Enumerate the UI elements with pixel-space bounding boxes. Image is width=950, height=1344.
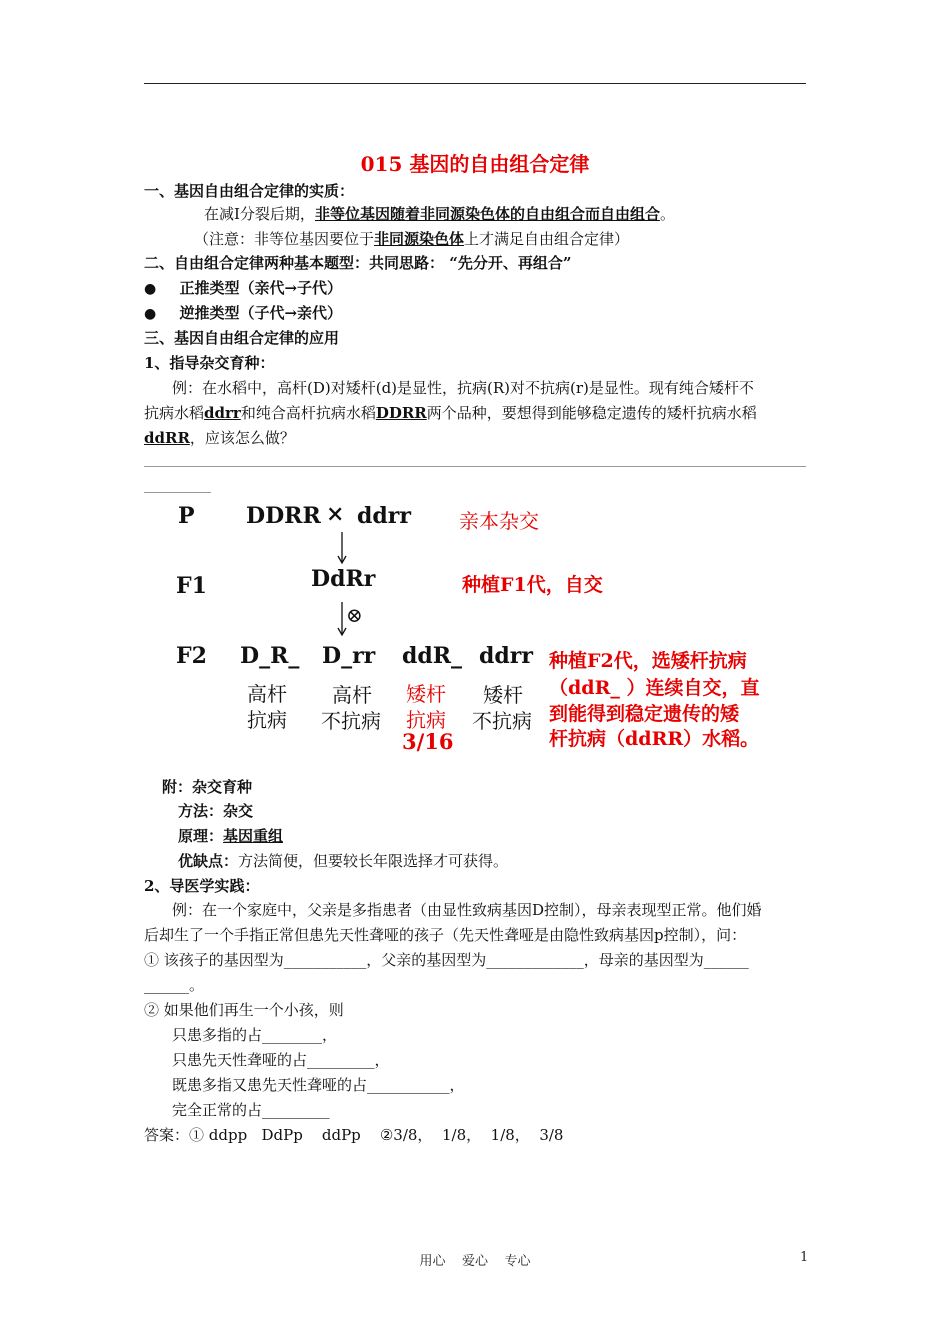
cross-symbol: × xyxy=(326,501,345,527)
section1-line2 xyxy=(194,228,629,249)
note-f2-line3: 到能得到稳定遗传的矮 xyxy=(549,703,740,725)
f2-genotype-3: ddR_ xyxy=(402,643,463,669)
subsection1-heading: 1、指导杂交育种： xyxy=(144,354,275,372)
example2-question1-cont: ______。 xyxy=(144,976,205,994)
note-f2-line1: 种植F2代，选矮杆抗病 xyxy=(549,650,747,672)
example2-blank-normal: 完全正常的占_________ xyxy=(172,1101,330,1119)
appendix-method: 方法：杂交 xyxy=(178,802,254,820)
appendix-proscons-value: 方法简便，但要较长年限选择才可获得。 xyxy=(238,852,509,870)
phenotype-3-resistance: 抗病 xyxy=(406,708,446,732)
appendix-principle-value: 基因重组 xyxy=(223,827,284,845)
section1-line1-post: 。 xyxy=(659,205,675,223)
bullet-backward-label: 逆推类型（子代→亲代） xyxy=(179,304,343,322)
example1-line3 xyxy=(144,427,295,448)
phenotype-2-resistance: 不抗病 xyxy=(321,709,381,733)
example2-blank-deafness: 只患先天性聋哑的占_________， xyxy=(172,1051,390,1069)
section1-line2-post: 上才满足自由组合定律） xyxy=(464,230,630,248)
f2-genotype-4: ddrr xyxy=(479,643,533,669)
note-f1-self: 种植F1代，自交 xyxy=(462,574,603,596)
footer-motto: 用心 爱心 专心 xyxy=(419,1254,531,1269)
example2-line1: 例：在一个家庭中，父亲是多指患者（由显性致病基因D控制），母亲表现型正常。他们婚 xyxy=(172,901,762,919)
parent-genotype-ddrr-dominant: DDRR xyxy=(246,503,321,529)
section1-line1 xyxy=(204,203,675,224)
example1-text-a: 抗病水稻 xyxy=(144,404,205,422)
appendix-proscons-label: 优缺点： xyxy=(178,852,239,870)
example2-question1: ① 该孩子的基因型为___________，父亲的基因型为_____________，母亲的基因型为______ xyxy=(144,951,749,969)
example1-question: ，应该怎么做？ xyxy=(189,429,295,447)
note-parent-cross: 亲本杂交 xyxy=(459,509,539,533)
phenotype-3-ratio: 3/16 xyxy=(402,729,454,754)
bullet-backward xyxy=(144,302,342,323)
arrow-down-icon xyxy=(335,532,349,566)
phenotype-3-height: 矮杆 xyxy=(406,682,446,706)
example1-text-c: 和纯合高杆抗病水稻 xyxy=(240,404,376,422)
section1-line2-emphasis: 非同源染色体 xyxy=(374,230,465,248)
example1-line1: 例：在水稻中，高杆(D)对矮杆(d)是显性，抗病(R)对不抗病(r)是显性。现有纯合矮杆不 xyxy=(172,379,754,397)
bullet-dot-icon: ● xyxy=(144,281,157,297)
section1-line1-emphasis: 非等位基因随着非同源染色体的自由组合而自由组合 xyxy=(314,205,660,223)
phenotype-4-resistance: 不抗病 xyxy=(472,709,532,733)
phenotype-2-height: 高杆 xyxy=(332,683,372,707)
section1-line1-pre: 在减Ⅰ分裂后期， xyxy=(204,205,315,223)
section3-heading: 三、基因自由组合定律的应用 xyxy=(144,329,340,347)
generation-label-f2: F2 xyxy=(176,643,207,669)
parent-genotype-recessive: ddrr xyxy=(357,503,411,529)
f2-genotype-2: D_rr xyxy=(322,643,376,669)
generation-label-f1: F1 xyxy=(176,573,207,599)
appendix-principle xyxy=(178,825,283,846)
genotype-ddrr: ddrr xyxy=(204,404,241,422)
page-title: 015 基因的自由组合定律 xyxy=(360,152,590,176)
bullet-forward xyxy=(144,277,342,298)
example2-blank-both: 既患多指又患先天性聋哑的占___________， xyxy=(172,1076,465,1094)
appendix-principle-label: 原理： xyxy=(178,827,224,845)
f2-genotype-1: D_R_ xyxy=(240,643,300,669)
section2-heading: 二、自由组合定律两种基本题型：共同思路： “先分开、再组合” xyxy=(144,254,572,272)
example2-line2: 后却生了一个手指正常但患先天性聋哑的孩子（先天性聋哑是由隐性致病基因p控制），问： xyxy=(144,926,747,944)
note-f2-line4: 杆抗病（ddRR）水稻。 xyxy=(549,728,760,750)
appendix-heading: 附：杂交育种 xyxy=(162,778,253,796)
f1-genotype: DdRr xyxy=(311,566,376,592)
genotype-ddRR: ddRR xyxy=(144,429,190,447)
phenotype-4-height: 矮杆 xyxy=(483,683,523,707)
page-number: 1 xyxy=(800,1250,809,1265)
generation-label-p: P xyxy=(178,503,195,529)
bullet-dot-icon: ● xyxy=(144,306,157,322)
genotype-DDRR: DDRR xyxy=(375,404,427,422)
example1-line2 xyxy=(144,402,757,423)
subsection2-heading: 2、导医学实践： xyxy=(144,877,260,895)
separator-short-line xyxy=(144,492,211,493)
example2-question2: ② 如果他们再生一个小孩，则 xyxy=(144,1001,344,1019)
section1-heading: 一、基因自由组合定律的实质： xyxy=(144,182,355,200)
section1-line2-pre: （注意：非等位基因要位于 xyxy=(194,230,375,248)
separator-line xyxy=(144,466,806,467)
header-rule xyxy=(144,83,806,84)
appendix-proscons xyxy=(178,850,508,871)
phenotype-1-height: 高杆 xyxy=(247,682,287,706)
example2-blank-polydactyly: 只患多指的占________， xyxy=(172,1026,338,1044)
answer-line: 答案：① ddpp DdPp ddPp ②3/8， 1/8， 1/8， 3/8 xyxy=(144,1126,564,1144)
self-cross-icon: ⊗ xyxy=(346,603,363,627)
example1-text-e: 两个品种，要想得到能够稳定遗传的矮杆抗病水稻 xyxy=(426,404,757,422)
bullet-forward-label: 正推类型（亲代→子代） xyxy=(179,279,343,297)
phenotype-1-resistance: 抗病 xyxy=(247,708,287,732)
note-f2-line2: （ddR_ ）连续自交，直 xyxy=(549,677,760,699)
